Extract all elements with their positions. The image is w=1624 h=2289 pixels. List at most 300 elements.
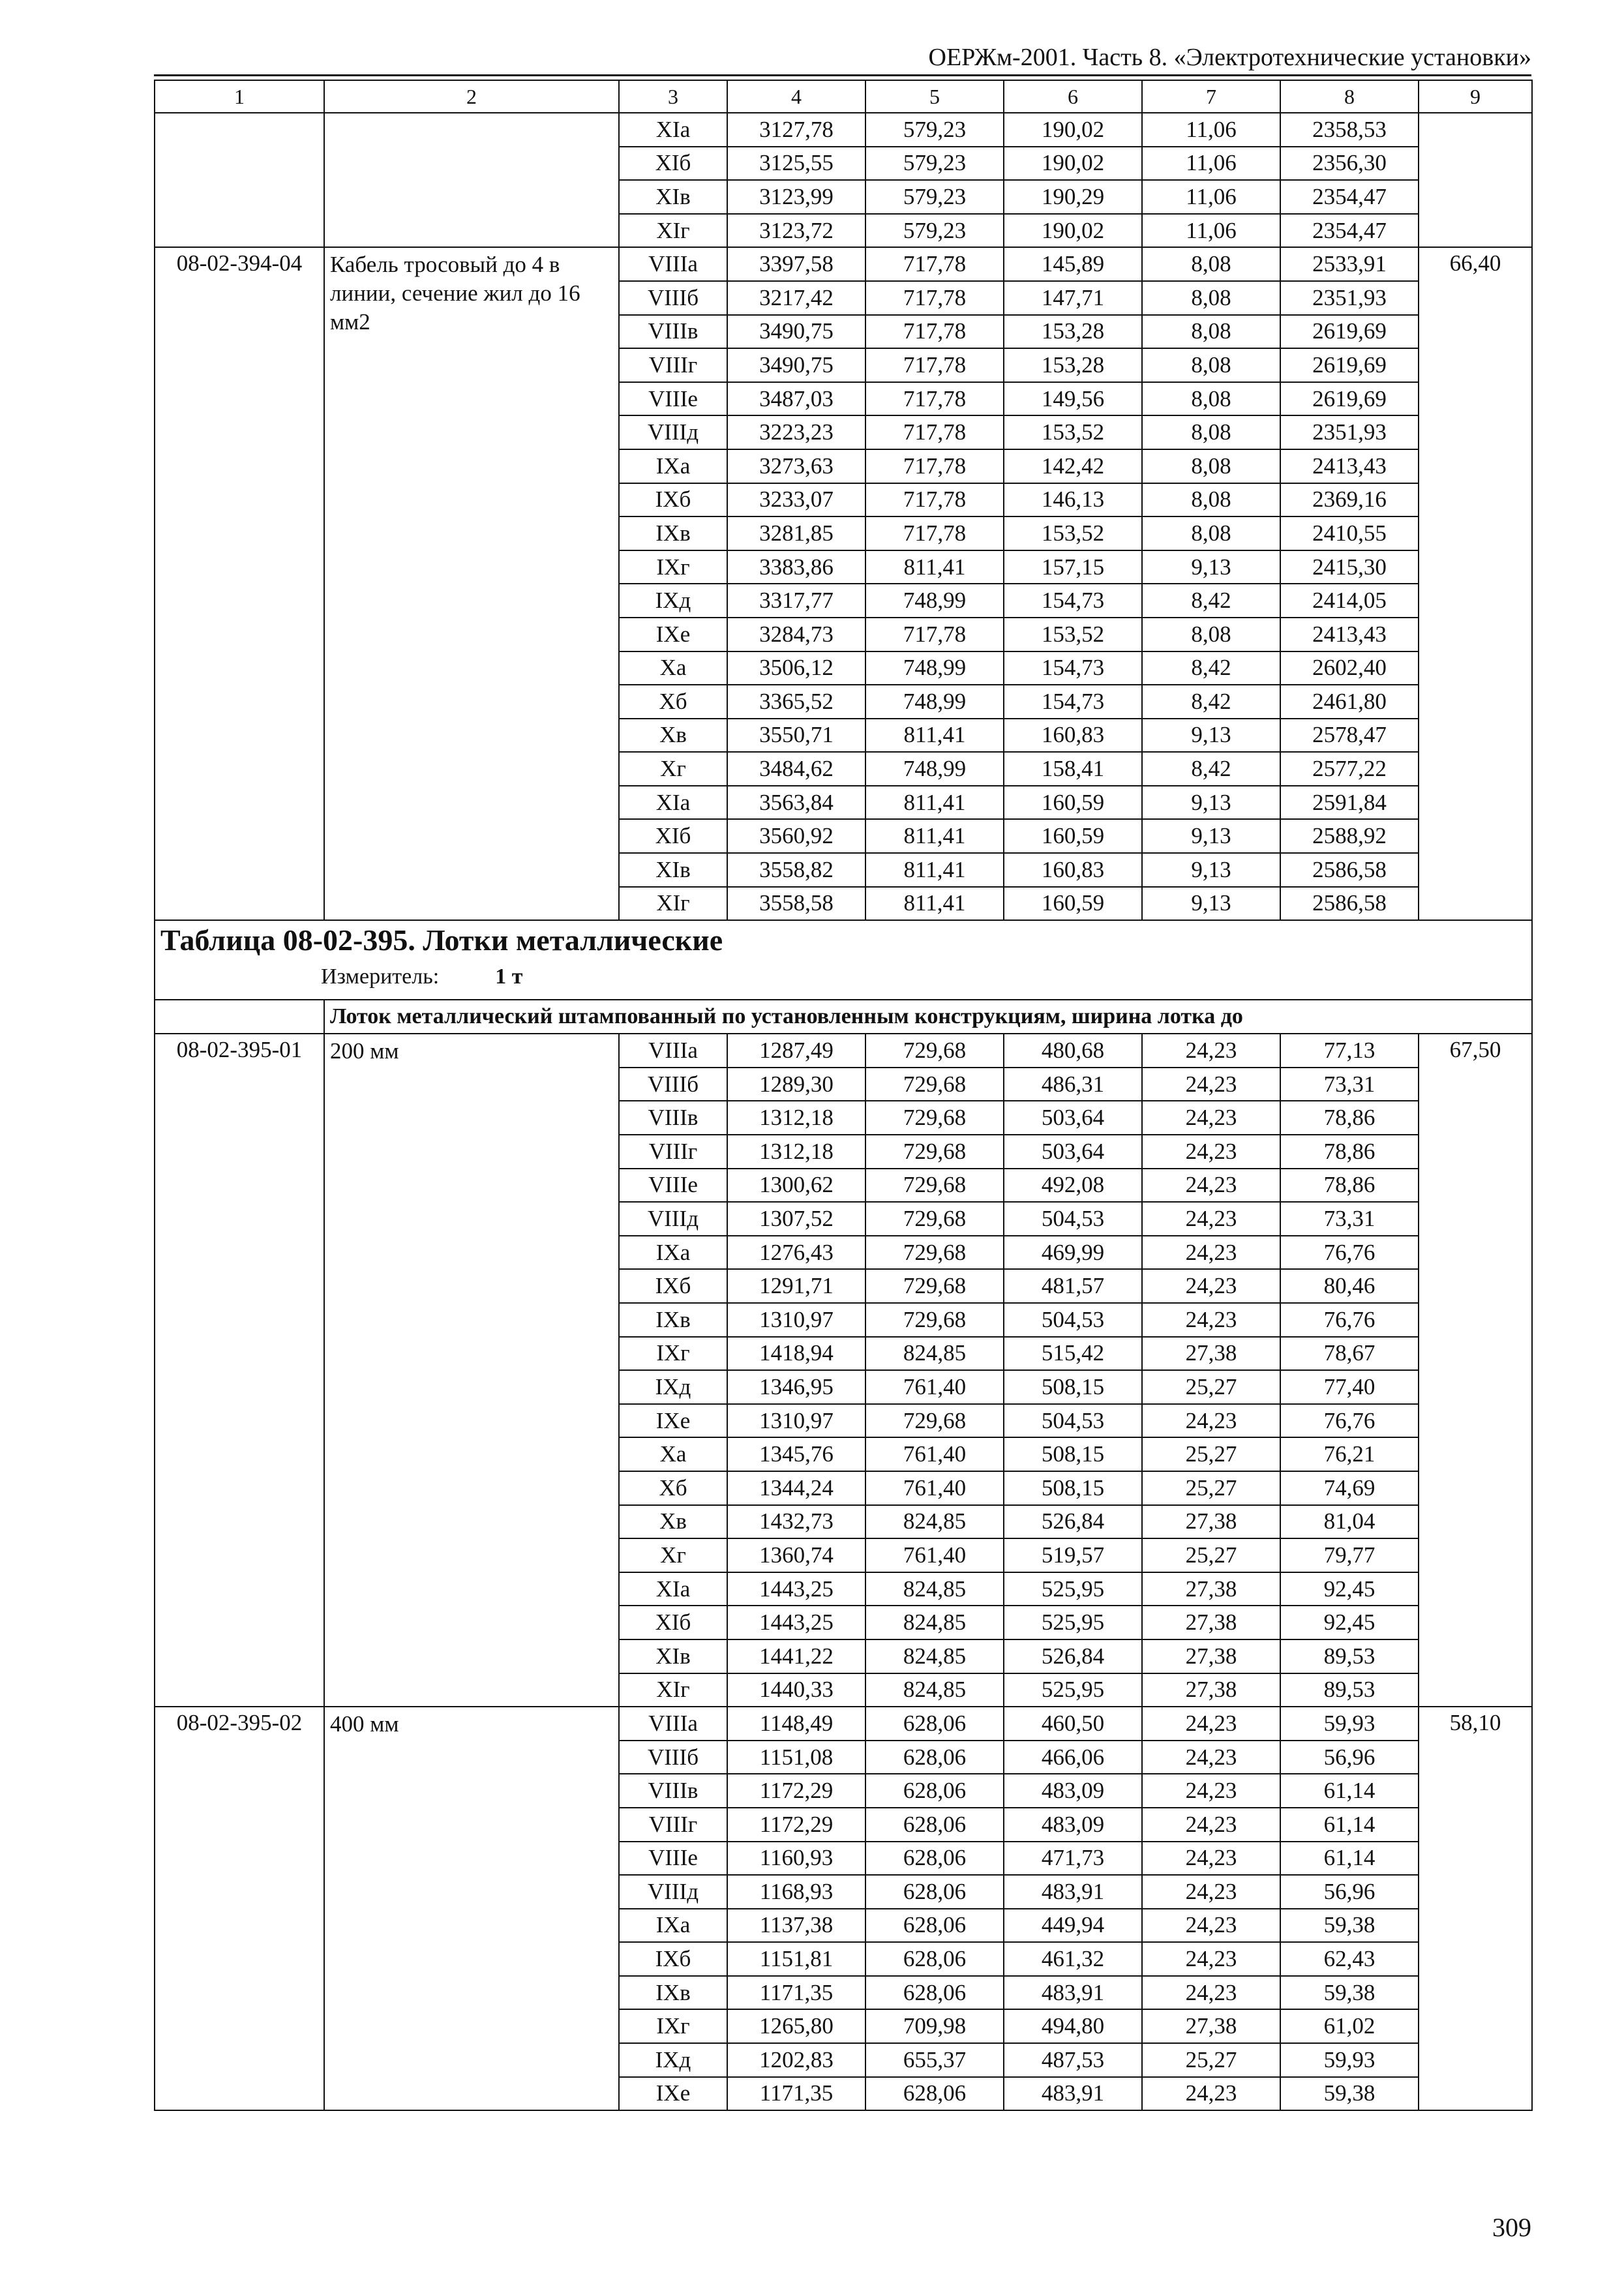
materials-cell: 89,53 (1280, 1673, 1419, 1707)
total-cell: 1310,97 (727, 1404, 865, 1438)
zone-cell: Xв (619, 719, 727, 753)
machine-cell: 158,41 (1004, 752, 1142, 786)
materials-cell: 2413,43 (1280, 449, 1419, 483)
page-number: 309 (1492, 2213, 1531, 2242)
machinist-pay-cell: 24,23 (1142, 1842, 1280, 1876)
materials-cell: 2410,55 (1280, 516, 1419, 550)
materials-cell: 2356,30 (1280, 147, 1419, 181)
labor-pay-cell: 729,68 (865, 1135, 1004, 1169)
machinist-pay-cell: 8,08 (1142, 281, 1280, 315)
machine-cell: 494,80 (1004, 2009, 1142, 2043)
total-cell: 3490,75 (727, 315, 865, 349)
materials-cell: 79,77 (1280, 1538, 1419, 1572)
machine-cell: 515,42 (1004, 1337, 1142, 1371)
machinist-pay-cell: 24,23 (1142, 1303, 1280, 1337)
machine-cell: 190,02 (1004, 113, 1142, 147)
total-cell: 1171,35 (727, 2077, 865, 2111)
zone-cell: Xа (619, 1437, 727, 1471)
zone-cell: Xб (619, 1471, 727, 1505)
machinist-pay-cell: 25,27 (1142, 1538, 1280, 1572)
code-cell: 08-02-395-01 (155, 1034, 324, 1707)
machinist-pay-cell: 9,13 (1142, 853, 1280, 887)
zone-cell: IXа (619, 1236, 727, 1270)
zone-cell: XIа (619, 1572, 727, 1606)
labor-pay-cell: 761,40 (865, 1471, 1004, 1505)
labor-pay-cell: 729,68 (865, 1404, 1004, 1438)
rates-table (154, 80, 1533, 2111)
machinist-pay-cell: 27,38 (1142, 2009, 1280, 2043)
machine-cell: 504,53 (1004, 1202, 1142, 1236)
machine-cell: 154,73 (1004, 651, 1142, 685)
machine-cell: 503,64 (1004, 1101, 1142, 1135)
total-cell: 1160,93 (727, 1842, 865, 1876)
machinist-pay-cell: 8,42 (1142, 685, 1280, 719)
machine-cell: 525,95 (1004, 1673, 1142, 1707)
machine-cell: 147,71 (1004, 281, 1142, 315)
zone-cell: XIв (619, 853, 727, 887)
materials-cell: 2602,40 (1280, 651, 1419, 685)
materials-cell: 76,76 (1280, 1303, 1419, 1337)
materials-cell: 56,96 (1280, 1741, 1419, 1774)
machine-cell: 153,52 (1004, 618, 1142, 651)
labor-cell (1419, 113, 1532, 247)
labor-pay-cell: 729,68 (865, 1169, 1004, 1203)
total-cell: 3217,42 (727, 281, 865, 315)
zone-cell: VIIIе (619, 1842, 727, 1876)
zone-cell: VIIIг (619, 1808, 727, 1842)
labor-pay-cell: 811,41 (865, 853, 1004, 887)
total-cell: 1151,08 (727, 1741, 865, 1774)
machinist-pay-cell: 8,08 (1142, 516, 1280, 550)
labor-pay-cell: 824,85 (865, 1606, 1004, 1639)
materials-cell: 2586,58 (1280, 853, 1419, 887)
materials-cell: 2619,69 (1280, 315, 1419, 349)
total-cell: 3273,63 (727, 449, 865, 483)
labor-pay-cell: 628,06 (865, 1842, 1004, 1876)
labor-pay-cell: 717,78 (865, 516, 1004, 550)
total-cell: 3123,72 (727, 214, 865, 248)
total-cell: 1202,83 (727, 2043, 865, 2077)
zone-cell: Xв (619, 1505, 727, 1539)
labor-pay-cell: 729,68 (865, 1034, 1004, 1068)
machine-cell: 508,15 (1004, 1370, 1142, 1404)
zone-cell: Xг (619, 1538, 727, 1572)
zone-cell: VIIIа (619, 1707, 727, 1741)
zone-cell: VIIIа (619, 247, 727, 281)
labor-pay-cell: 824,85 (865, 1673, 1004, 1707)
machinist-pay-cell: 27,38 (1142, 1673, 1280, 1707)
machine-cell: 481,57 (1004, 1269, 1142, 1303)
labor-pay-cell: 811,41 (865, 550, 1004, 584)
zone-cell: IXд (619, 2043, 727, 2077)
total-cell: 3383,86 (727, 550, 865, 584)
materials-cell: 76,76 (1280, 1236, 1419, 1270)
machinist-pay-cell: 8,08 (1142, 315, 1280, 349)
total-cell: 1300,62 (727, 1169, 865, 1203)
column-number: 8 (1280, 80, 1419, 113)
machine-cell: 508,15 (1004, 1471, 1142, 1505)
materials-cell: 61,14 (1280, 1774, 1419, 1808)
machine-cell: 160,59 (1004, 819, 1142, 853)
machine-cell: 154,73 (1004, 685, 1142, 719)
machine-cell: 160,59 (1004, 887, 1142, 921)
total-cell: 3317,77 (727, 584, 865, 618)
labor-pay-cell: 761,40 (865, 1370, 1004, 1404)
column-number: 9 (1419, 80, 1532, 113)
column-number: 6 (1004, 80, 1142, 113)
zone-cell: VIIIб (619, 1068, 727, 1101)
machine-cell: 486,31 (1004, 1068, 1142, 1101)
labor-pay-cell: 628,06 (865, 1909, 1004, 1943)
total-cell: 1276,43 (727, 1236, 865, 1270)
zone-cell: XIб (619, 1606, 727, 1639)
zone-cell: Xг (619, 752, 727, 786)
total-cell: 3550,71 (727, 719, 865, 753)
total-cell: 1172,29 (727, 1774, 865, 1808)
materials-cell: 61,14 (1280, 1808, 1419, 1842)
labor-pay-cell: 717,78 (865, 281, 1004, 315)
table-row (155, 1707, 1532, 1741)
materials-cell: 2619,69 (1280, 348, 1419, 382)
machinist-pay-cell: 24,23 (1142, 1875, 1280, 1909)
machinist-pay-cell: 27,38 (1142, 1572, 1280, 1606)
labor-pay-cell: 824,85 (865, 1572, 1004, 1606)
machinist-pay-cell: 24,23 (1142, 1034, 1280, 1068)
zone-cell: VIIIд (619, 1875, 727, 1909)
column-number: 2 (324, 80, 619, 113)
labor-pay-cell: 579,23 (865, 214, 1004, 248)
machine-cell: 154,73 (1004, 584, 1142, 618)
machine-cell: 190,29 (1004, 180, 1142, 214)
materials-cell: 2369,16 (1280, 483, 1419, 517)
zone-cell: XIв (619, 180, 727, 214)
labor-pay-cell: 579,23 (865, 147, 1004, 181)
total-cell: 3484,62 (727, 752, 865, 786)
machine-cell: 149,56 (1004, 382, 1142, 416)
running-header: ОЕРЖм-2001. Часть 8. «Электротехнические установки» (928, 44, 1531, 71)
machinist-pay-cell: 24,23 (1142, 1169, 1280, 1203)
labor-pay-cell: 824,85 (865, 1639, 1004, 1673)
description-cell: Кабель тросовый до 4 в линии, сечение жил до 16 мм2 (324, 247, 619, 920)
materials-cell: 2461,80 (1280, 685, 1419, 719)
total-cell: 1287,49 (727, 1034, 865, 1068)
zone-cell: IXб (619, 483, 727, 517)
machine-cell: 449,94 (1004, 1909, 1142, 1943)
labor-pay-cell: 628,06 (865, 1707, 1004, 1741)
machinist-pay-cell: 24,23 (1142, 1269, 1280, 1303)
machine-cell: 480,68 (1004, 1034, 1142, 1068)
labor-pay-cell: 824,85 (865, 1337, 1004, 1371)
materials-cell: 78,67 (1280, 1337, 1419, 1371)
labor-pay-cell: 579,23 (865, 180, 1004, 214)
zone-cell: IXв (619, 516, 727, 550)
materials-cell: 81,04 (1280, 1505, 1419, 1539)
total-cell: 3281,85 (727, 516, 865, 550)
labor-pay-cell: 717,78 (865, 415, 1004, 449)
total-cell: 1291,71 (727, 1269, 865, 1303)
machinist-pay-cell: 8,08 (1142, 247, 1280, 281)
labor-pay-cell: 729,68 (865, 1303, 1004, 1337)
description-cell: 200 мм (324, 1034, 619, 1707)
labor-pay-cell: 761,40 (865, 1437, 1004, 1471)
rates-table-body (155, 80, 1532, 2110)
materials-cell: 2619,69 (1280, 382, 1419, 416)
zone-cell: IXа (619, 1909, 727, 1943)
total-cell: 1148,49 (727, 1707, 865, 1741)
materials-cell: 76,21 (1280, 1437, 1419, 1471)
zone-cell: XIа (619, 786, 727, 820)
materials-cell: 62,43 (1280, 1942, 1419, 1976)
labor-pay-cell: 628,06 (865, 1808, 1004, 1842)
labor-pay-cell: 729,68 (865, 1068, 1004, 1101)
zone-cell: IXб (619, 1269, 727, 1303)
materials-cell: 2586,58 (1280, 887, 1419, 921)
total-cell: 1345,76 (727, 1437, 865, 1471)
labor-pay-cell: 811,41 (865, 887, 1004, 921)
machinist-pay-cell: 9,13 (1142, 719, 1280, 753)
total-cell: 1312,18 (727, 1101, 865, 1135)
zone-cell: XIг (619, 887, 727, 921)
labor-pay-cell: 709,98 (865, 2009, 1004, 2043)
zone-cell: Xа (619, 651, 727, 685)
zone-cell: XIб (619, 819, 727, 853)
machinist-pay-cell: 24,23 (1142, 1942, 1280, 1976)
zone-cell: VIIIв (619, 1101, 727, 1135)
machine-cell: 153,28 (1004, 315, 1142, 349)
machinist-pay-cell: 8,42 (1142, 752, 1280, 786)
total-cell: 1344,24 (727, 1471, 865, 1505)
column-number: 5 (865, 80, 1004, 113)
materials-cell: 77,13 (1280, 1034, 1419, 1068)
total-cell: 3558,58 (727, 887, 865, 921)
zone-cell: IXб (619, 1942, 727, 1976)
column-number: 1 (155, 80, 324, 113)
materials-cell: 2354,47 (1280, 214, 1419, 248)
labor-pay-cell: 628,06 (865, 1774, 1004, 1808)
machine-cell: 483,91 (1004, 2077, 1142, 2111)
machinist-pay-cell: 24,23 (1142, 1101, 1280, 1135)
total-cell: 3397,58 (727, 247, 865, 281)
materials-cell: 59,93 (1280, 1707, 1419, 1741)
total-cell: 1346,95 (727, 1370, 865, 1404)
labor-pay-cell: 811,41 (865, 786, 1004, 820)
labor-pay-cell: 717,78 (865, 618, 1004, 651)
total-cell: 1307,52 (727, 1202, 865, 1236)
zone-cell: IXе (619, 1404, 727, 1438)
materials-cell: 2414,05 (1280, 584, 1419, 618)
zone-cell: IXв (619, 1976, 727, 2010)
labor-pay-cell: 717,78 (865, 449, 1004, 483)
zone-cell: VIIIв (619, 1774, 727, 1808)
machinist-pay-cell: 24,23 (1142, 1202, 1280, 1236)
materials-cell: 59,38 (1280, 2077, 1419, 2111)
machine-cell: 153,52 (1004, 516, 1142, 550)
total-cell: 3506,12 (727, 651, 865, 685)
machinist-pay-cell: 8,08 (1142, 348, 1280, 382)
labor-pay-cell: 748,99 (865, 685, 1004, 719)
meter-unit: 1 т (495, 965, 523, 989)
machine-cell: 160,83 (1004, 853, 1142, 887)
materials-cell: 2588,92 (1280, 819, 1419, 853)
machine-cell: 153,52 (1004, 415, 1142, 449)
materials-cell: 80,46 (1280, 1269, 1419, 1303)
machinist-pay-cell: 24,23 (1142, 1741, 1280, 1774)
machine-cell: 460,50 (1004, 1707, 1142, 1741)
machinist-pay-cell: 24,23 (1142, 1135, 1280, 1169)
zone-cell: VIIIд (619, 415, 727, 449)
total-cell: 1432,73 (727, 1505, 865, 1539)
machine-cell: 519,57 (1004, 1538, 1142, 1572)
zone-cell: IXд (619, 584, 727, 618)
zone-cell: IXе (619, 618, 727, 651)
zone-cell: XIб (619, 147, 727, 181)
column-number: 4 (727, 80, 865, 113)
materials-cell: 61,14 (1280, 1842, 1419, 1876)
machine-cell: 526,84 (1004, 1639, 1142, 1673)
machinist-pay-cell: 25,27 (1142, 1370, 1280, 1404)
zone-cell: XIа (619, 113, 727, 147)
description-cell: 400 мм (324, 1707, 619, 2110)
machine-cell: 145,89 (1004, 247, 1142, 281)
materials-cell: 2351,93 (1280, 415, 1419, 449)
materials-cell: 59,93 (1280, 2043, 1419, 2077)
zone-cell: XIг (619, 214, 727, 248)
labor-pay-cell: 729,68 (865, 1236, 1004, 1270)
materials-cell: 2577,22 (1280, 752, 1419, 786)
table-title-block (155, 920, 1532, 1000)
machine-cell: 157,15 (1004, 550, 1142, 584)
materials-cell: 78,86 (1280, 1169, 1419, 1203)
machine-cell: 483,09 (1004, 1774, 1142, 1808)
machine-cell: 471,73 (1004, 1842, 1142, 1876)
labor-pay-cell: 628,06 (865, 1875, 1004, 1909)
total-cell: 1440,33 (727, 1673, 865, 1707)
machinist-pay-cell: 27,38 (1142, 1337, 1280, 1371)
machinist-pay-cell: 11,06 (1142, 147, 1280, 181)
total-cell: 1151,81 (727, 1942, 865, 1976)
machine-cell: 483,91 (1004, 1875, 1142, 1909)
code-cell: 08-02-395-02 (155, 1707, 324, 2110)
total-cell: 1172,29 (727, 1808, 865, 1842)
total-cell: 1443,25 (727, 1606, 865, 1639)
total-cell: 1168,93 (727, 1875, 865, 1909)
total-cell: 3563,84 (727, 786, 865, 820)
column-number: 3 (619, 80, 727, 113)
zone-cell: VIIIа (619, 1034, 727, 1068)
machinist-pay-cell: 24,23 (1142, 1808, 1280, 1842)
zone-cell: IXе (619, 2077, 727, 2111)
materials-cell: 73,31 (1280, 1202, 1419, 1236)
total-cell: 3233,07 (727, 483, 865, 517)
materials-cell: 78,86 (1280, 1135, 1419, 1169)
materials-cell: 2533,91 (1280, 247, 1419, 281)
table-row (155, 247, 1532, 281)
machinist-pay-cell: 24,23 (1142, 1404, 1280, 1438)
materials-cell: 2354,47 (1280, 180, 1419, 214)
labor-pay-cell: 748,99 (865, 584, 1004, 618)
labor-pay-cell: 761,40 (865, 1538, 1004, 1572)
labor-pay-cell: 628,06 (865, 1741, 1004, 1774)
total-cell: 1312,18 (727, 1135, 865, 1169)
code-cell: 08-02-394-04 (155, 247, 324, 920)
zone-cell: VIIIе (619, 1169, 727, 1203)
zone-cell: XIв (619, 1639, 727, 1673)
zone-cell: VIIIб (619, 281, 727, 315)
machinist-pay-cell: 8,42 (1142, 584, 1280, 618)
column-number: 7 (1142, 80, 1280, 113)
machinist-pay-cell: 9,13 (1142, 887, 1280, 921)
total-cell: 3123,99 (727, 180, 865, 214)
machinist-pay-cell: 24,23 (1142, 2077, 1280, 2111)
total-cell: 3125,55 (727, 147, 865, 181)
materials-cell: 92,45 (1280, 1606, 1419, 1639)
materials-cell: 56,96 (1280, 1875, 1419, 1909)
zone-cell: VIIIг (619, 1135, 727, 1169)
machine-cell: 461,32 (1004, 1942, 1142, 1976)
labor-cell: 67,50 (1419, 1034, 1532, 1707)
labor-pay-cell: 579,23 (865, 113, 1004, 147)
labor-pay-cell: 748,99 (865, 651, 1004, 685)
code-cell (155, 113, 324, 247)
materials-cell: 77,40 (1280, 1370, 1419, 1404)
machinist-pay-cell: 9,13 (1142, 550, 1280, 584)
total-cell: 1441,22 (727, 1639, 865, 1673)
zone-cell: IXд (619, 1370, 727, 1404)
materials-cell: 2415,30 (1280, 550, 1419, 584)
machinist-pay-cell: 11,06 (1142, 180, 1280, 214)
machine-cell: 190,02 (1004, 214, 1142, 248)
machinist-pay-cell: 24,23 (1142, 1774, 1280, 1808)
labor-cell: 66,40 (1419, 247, 1532, 920)
zone-cell: VIIIд (619, 1202, 727, 1236)
materials-cell: 89,53 (1280, 1639, 1419, 1673)
total-cell: 3487,03 (727, 382, 865, 416)
materials-cell: 76,76 (1280, 1404, 1419, 1438)
total-cell: 1443,25 (727, 1572, 865, 1606)
machinist-pay-cell: 27,38 (1142, 1505, 1280, 1539)
total-cell: 1289,30 (727, 1068, 865, 1101)
labor-pay-cell: 655,37 (865, 2043, 1004, 2077)
description-cell (324, 113, 619, 247)
labor-pay-cell: 811,41 (865, 819, 1004, 853)
machine-cell: 526,84 (1004, 1505, 1142, 1539)
materials-cell: 2358,53 (1280, 113, 1419, 147)
machine-cell: 142,42 (1004, 449, 1142, 483)
machinist-pay-cell: 25,27 (1142, 1471, 1280, 1505)
machinist-pay-cell: 24,23 (1142, 1976, 1280, 2010)
header-rule (154, 74, 1531, 76)
machinist-pay-cell: 9,13 (1142, 786, 1280, 820)
zone-cell: Xб (619, 685, 727, 719)
labor-pay-cell: 628,06 (865, 2077, 1004, 2111)
machine-cell: 190,02 (1004, 147, 1142, 181)
materials-cell: 2351,93 (1280, 281, 1419, 315)
zone-cell: IXа (619, 449, 727, 483)
labor-pay-cell: 628,06 (865, 1942, 1004, 1976)
group-label: Лоток металлический штампованный по установленным конструкциям, ширина лотка до (324, 1000, 1532, 1034)
machine-cell: 504,53 (1004, 1303, 1142, 1337)
total-cell: 3223,23 (727, 415, 865, 449)
machinist-pay-cell: 8,08 (1142, 483, 1280, 517)
machinist-pay-cell: 24,23 (1142, 1707, 1280, 1741)
total-cell: 1137,38 (727, 1909, 865, 1943)
total-cell: 1171,35 (727, 1976, 865, 2010)
machinist-pay-cell: 24,23 (1142, 1909, 1280, 1943)
labor-pay-cell: 748,99 (865, 752, 1004, 786)
total-cell: 1418,94 (727, 1337, 865, 1371)
machine-cell: 504,53 (1004, 1404, 1142, 1438)
machine-cell: 487,53 (1004, 2043, 1142, 2077)
